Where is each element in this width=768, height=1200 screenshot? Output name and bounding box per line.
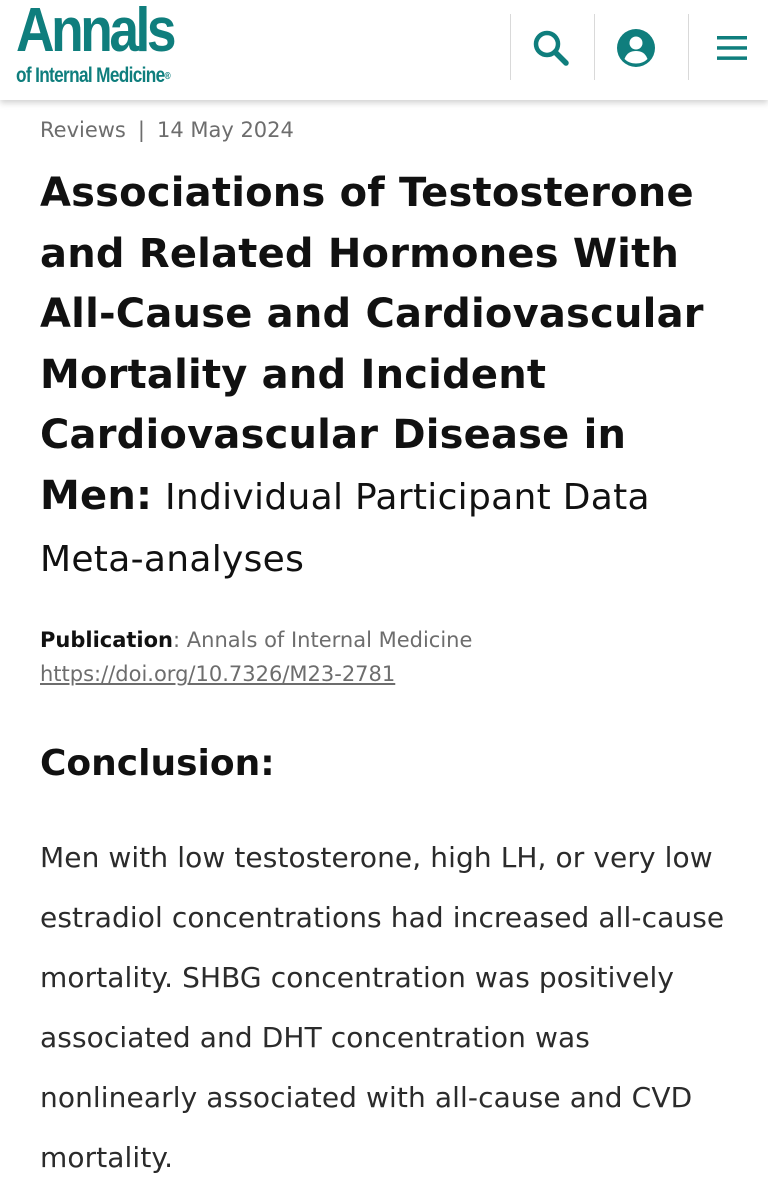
- account-icon: [616, 28, 656, 68]
- publication-label: Publication: [40, 628, 174, 652]
- article-date: 14 May 2024: [156, 118, 294, 142]
- header-divider: [688, 14, 689, 80]
- account-button[interactable]: [601, 18, 671, 78]
- conclusion-heading: Conclusion:: [40, 743, 275, 784]
- site-header: [0, 0, 768, 100]
- search-icon: [531, 28, 571, 68]
- search-button[interactable]: [516, 18, 586, 78]
- article-meta: [40, 118, 294, 142]
- menu-button[interactable]: [697, 18, 767, 78]
- meta-separator: |: [137, 118, 145, 142]
- header-divider: [594, 14, 595, 80]
- logo-subtitle: [16, 64, 170, 88]
- article-title-subtitle: Individual Participant Data Meta-analyses: [40, 476, 650, 580]
- header-divider: [510, 14, 511, 80]
- publication-name: : Annals of Internal Medicine: [173, 628, 473, 652]
- registered-mark: ®: [164, 70, 170, 82]
- journal-logo[interactable]: [16, 0, 216, 90]
- publication-line: [40, 625, 472, 655]
- conclusion-text: Men with low testosterone, high LH, or very low estradiol concentrations had increased all-cause mortality. SHBG concentration was positively associated and DHT concentration was nonlinearly associated with all-cause and CVD mortality.: [40, 841, 725, 1174]
- article-title: [40, 163, 740, 591]
- article-category[interactable]: Reviews: [40, 118, 126, 142]
- menu-icon: [715, 33, 749, 63]
- logo-wordmark: Annals: [16, 0, 174, 65]
- logo-subtitle-text: of Internal Medicine: [16, 64, 165, 87]
- doi-link[interactable]: https://doi.org/10.7326/M23-2781: [40, 662, 396, 686]
- article-title-main: Associations of Testosterone and Related Hormones With All-Cause and Cardiovascular Mortality and Incident Cardiovascular Disease in Men:: [40, 170, 704, 519]
